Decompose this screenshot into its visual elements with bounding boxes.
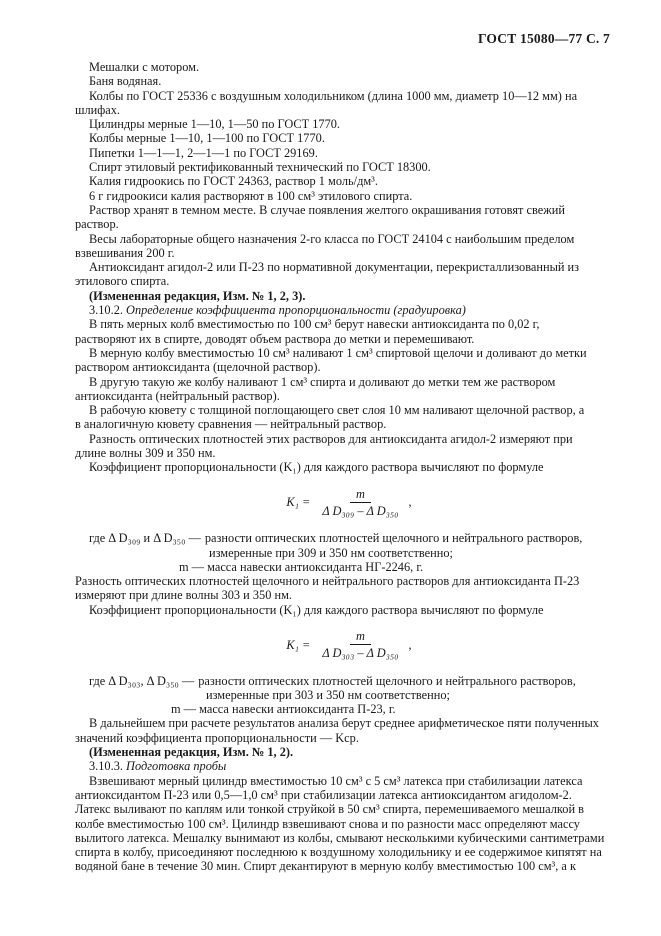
where-continuation: измеренные при 309 и 350 нм соответственно; bbox=[209, 545, 453, 560]
text-line: спирта в колбу, присоединяют последнюю к воздушному холодильнику и ее содержимое кипятят на bbox=[75, 845, 602, 860]
section-number: 3.10.3. bbox=[89, 759, 123, 774]
where-item: m — масса навески антиоксиданта НГ-2246, г. bbox=[179, 559, 424, 574]
section-title: Определение коэффициента пропорциональности (градуировка) bbox=[126, 303, 466, 318]
formula-denominator: Δ D₃₀₃ – Δ D₃₅₀ bbox=[322, 646, 399, 661]
text-line: водяной бане в течение 30 мин. Спирт декантируют в мерную колбу вместимостью 100 см³, а к bbox=[75, 859, 576, 874]
text-line: Калия гидроокись по ГОСТ 24363, раствор 1 моль/дм³. bbox=[89, 174, 378, 189]
section-heading bbox=[89, 303, 609, 317]
text-line: измеряют при длине волны 303 и 350 нм. bbox=[75, 588, 292, 603]
text-line: Колбы мерные 1—10, 1—100 по ГОСТ 1770. bbox=[89, 131, 325, 146]
text-line: В дальнейшем при расчете результатов анализа берут среднее арифметическое пяти полученных bbox=[89, 716, 599, 731]
where-key: где Δ D₃₀₉ и Δ D₃₅₀ — bbox=[89, 531, 201, 546]
text-line: антиоксидантом П-23 или 0,5—1,0 см³ при стабилизации латекса антиоксидантом агидолом-2. bbox=[75, 787, 572, 802]
text-line: взвешивания 200 г. bbox=[75, 245, 175, 260]
formula-numerator: m bbox=[350, 487, 371, 503]
formula-lhs: K₁ = bbox=[286, 637, 311, 652]
where-block-1 bbox=[89, 531, 609, 574]
section-heading bbox=[89, 759, 609, 773]
text-line: Антиоксидант агидол-2 или П-23 по нормативной документации, перекристаллизованный из bbox=[89, 260, 580, 275]
text-line: колбе вместимостью 100 см³. Цилиндр взвешивают снова и по разности масс определяют массу bbox=[75, 816, 580, 831]
formula-tail: , bbox=[408, 637, 412, 652]
where-desc: разности оптических плотностей щелочного и нейтрального растворов, bbox=[198, 673, 576, 688]
text-line: шлифах. bbox=[75, 102, 121, 117]
section-number: 3.10.2. bbox=[89, 303, 123, 318]
text-line: Цилиндры мерные 1—10, 1—50 по ГОСТ 1770. bbox=[89, 117, 341, 132]
formula-tail: , bbox=[408, 495, 412, 510]
text-line: значений коэффициента пропорциональности — Kср. bbox=[75, 730, 359, 745]
text-line: антиоксиданта (нейтральный раствор). bbox=[75, 388, 280, 403]
where-block-2 bbox=[89, 674, 609, 717]
text-line: В рабочую кювету с толщиной поглощающего свет слоя 10 мм наливают щелочной раствор, а bbox=[89, 403, 585, 418]
text-line: Взвешивают мерный цилиндр вместимостью 10 см³ с 5 см³ латекса при стабилизации латекса bbox=[89, 773, 583, 788]
text-line: В мерную колбу вместимостью 10 см³ наливают 1 см³ спиртовой щелочи и доливают до метки bbox=[89, 345, 587, 360]
revision-note: (Измененная редакция, Изм. № 1, 2, 3). bbox=[89, 288, 306, 303]
text-line: В другую такую же колбу наливают 1 см³ спирта и доливают до метки тем же раствором bbox=[89, 374, 556, 389]
text-line: Коэффициент пропорциональности (K₁) для каждого раствора вычисляют по формуле bbox=[89, 602, 544, 617]
text-line: вылитого латекса. Мешалку вынимают из колбы, смывают несколькими кубическими сантиметрами bbox=[75, 830, 605, 845]
where-row bbox=[89, 531, 609, 545]
text-line: этилового спирта. bbox=[75, 274, 170, 289]
text-line: раствор. bbox=[75, 217, 119, 232]
where-item: m — масса навески антиоксиданта П-23, г. bbox=[171, 702, 396, 717]
text-line: Раствор хранят в темном месте. В случае появления желтого окрашивания готовят свежий bbox=[89, 202, 565, 217]
text-line: Коэффициент пропорциональности (K₁) для каждого раствора вычисляют по формуле bbox=[89, 460, 544, 475]
text-line: Пипетки 1—1—1, 2—1—1 по ГОСТ 29169. bbox=[89, 145, 318, 160]
page-header: ГОСТ 15080—77 С. 7 bbox=[477, 31, 610, 46]
formula-lhs: K₁ = bbox=[286, 495, 311, 510]
text-line: растворяют их в спирте, доводят объем раствора до метки и перемешивают. bbox=[75, 331, 475, 346]
where-row bbox=[89, 674, 609, 688]
text-line: в аналогичную кювету сравнения — нейтральный раствор. bbox=[75, 417, 387, 432]
text-line: Латекс выливают по каплям или тонкой струйкой в 50 см³ спирта, перемешиваемого мешалкой в bbox=[75, 802, 584, 817]
document-body bbox=[75, 60, 609, 874]
formula-denominator: Δ D₃₀₉ – Δ D₃₅₀ bbox=[322, 503, 399, 518]
where-desc: разности оптических плотностей щелочного и нейтрального растворов, bbox=[204, 531, 583, 546]
text-line: В пять мерных колб вместимостью по 100 см³ берут навески антиоксиданта по 0,02 г, bbox=[89, 317, 540, 332]
text-line: раствором антиоксиданта (щелочной раствор). bbox=[75, 360, 321, 375]
formula-fraction bbox=[316, 629, 404, 661]
text-line: Спирт этиловый ректификованный технический по ГОСТ 18300. bbox=[89, 160, 431, 175]
text-line: 6 г гидроокиси калия растворяют в 100 см³ этилового спирта. bbox=[89, 188, 413, 203]
section-title: Подготовка пробы bbox=[126, 759, 227, 774]
text-line: длине волны 309 и 350 нм. bbox=[75, 446, 216, 461]
formula-numerator: m bbox=[350, 629, 371, 645]
text-line: Баня водяная. bbox=[89, 74, 162, 89]
where-key: где Δ D₃₀₃, Δ D₃₅₀ — bbox=[89, 673, 195, 688]
formula-k1-agidol bbox=[89, 487, 609, 519]
text-line: Разность оптических плотностей этих растворов для антиоксиданта агидол-2 измеряют при bbox=[89, 431, 573, 446]
text-line: Весы лабораторные общего назначения 2-го класса по ГОСТ 24104 с наибольшим пределом bbox=[89, 231, 575, 246]
formula-fraction bbox=[316, 487, 404, 519]
text-line: Разность оптических плотностей щелочного и нейтрального растворов для антиоксиданта П-23 bbox=[75, 574, 580, 589]
formula-k1-p23 bbox=[89, 629, 609, 661]
revision-note: (Измененная редакция, Изм. № 1, 2). bbox=[89, 745, 294, 760]
text-line: Мешалки с мотором. bbox=[89, 60, 200, 74]
text-line: Колбы по ГОСТ 25336 с воздушным холодильником (длина 1000 мм, диаметр 10—12 мм) на bbox=[89, 88, 578, 103]
where-continuation: измеренные при 303 и 350 нм соответственно; bbox=[206, 687, 450, 702]
